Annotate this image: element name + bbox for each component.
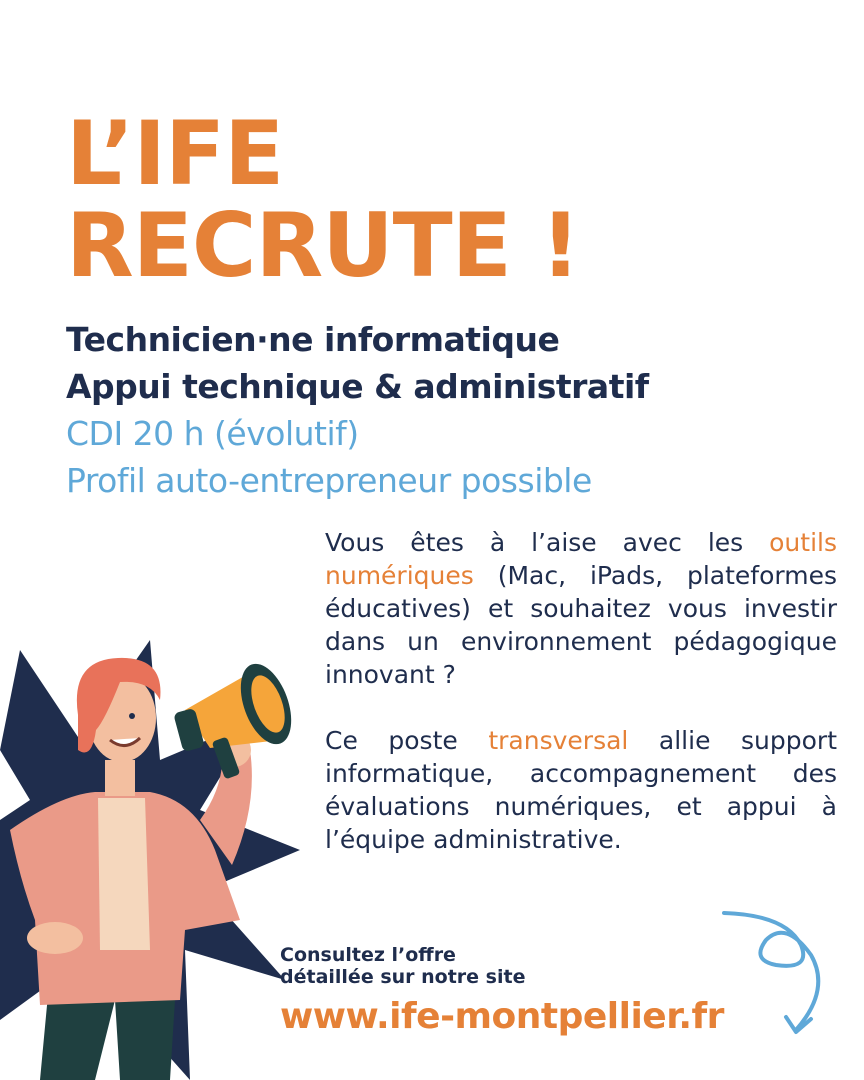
neck [105, 760, 135, 796]
headline-line-1: L’IFE [66, 102, 284, 205]
p1-highlight: outils numériques [325, 528, 837, 590]
p2-text-start: Ce poste [325, 726, 489, 755]
eye [129, 713, 135, 719]
headline-line-2: RECRUTE ! [66, 194, 580, 297]
p1-text-end: (Mac, iPads, plateformes éducatives) et souhaitez vous investir dans un environnement pédagogique innovant ? [325, 561, 837, 689]
job-description [325, 526, 837, 889]
website-link[interactable]: www.ife-montpellier.fr [280, 996, 724, 1037]
position-title: Technicien·ne informatique [66, 320, 560, 359]
p1-text-start: Vous êtes à l’aise avec les [325, 528, 770, 557]
curly-arrow-icon [716, 905, 836, 1040]
position-subtitle: Appui technique & administratif [66, 367, 649, 406]
cta-line-2: détaillée sur notre site [280, 966, 526, 988]
position-details [66, 316, 649, 504]
cta-line-1: Consultez l’offre [280, 944, 456, 966]
headline [66, 102, 580, 297]
description-paragraph-1 [325, 526, 837, 691]
p2-highlight: transversal [488, 726, 629, 755]
contract-type: CDI 20 h (évolutif) [66, 414, 359, 453]
profile-note: Profil auto-entrepreneur possible [66, 461, 592, 500]
lower-hand [27, 922, 83, 954]
cta-text [280, 944, 525, 988]
p2-text-end: allie support informatique, accompagnement des évaluations numériques, et appui à l’équipe administrative. [325, 726, 838, 854]
shirt [98, 798, 150, 950]
description-paragraph-2 [325, 724, 837, 856]
